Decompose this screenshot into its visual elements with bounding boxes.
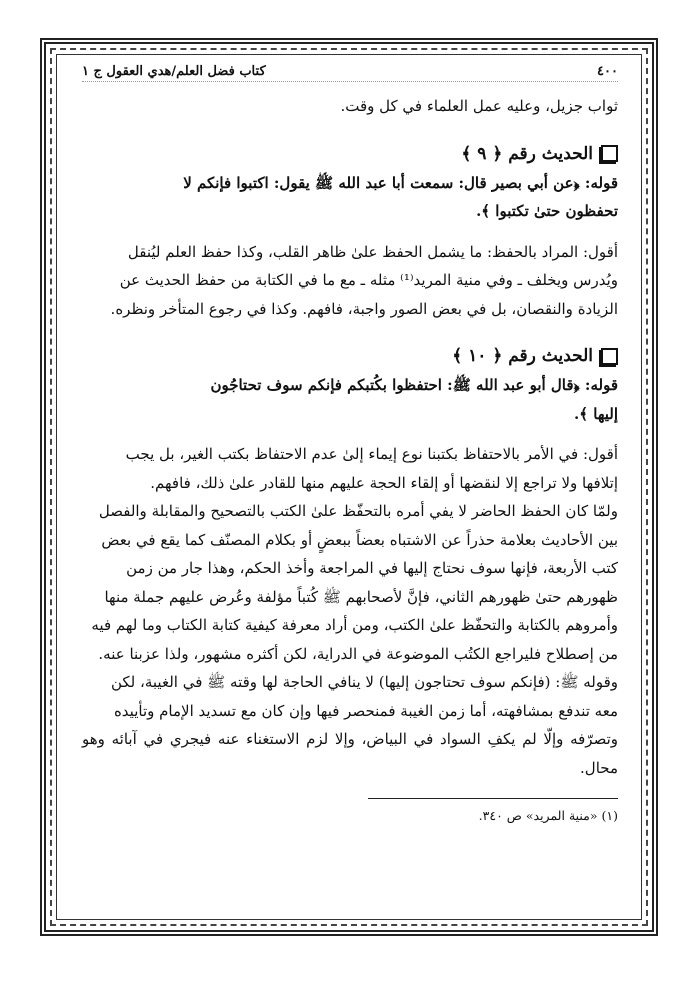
- checkbox-square-icon: [601, 145, 618, 162]
- hadith-10-line: ظهورهم حتىٰ ظهورهم الثاني، فإنَّ لأصحابهم ﷺ كُتباً مؤلفة وعُرض عليهم جملة منها: [104, 587, 618, 606]
- hadith-9-heading: [82, 139, 618, 169]
- hadith-10-line: معه تندفع بمشافهته، أما زمن الغيبة فمنحصر فيها وإن كان مع تسديد الإمام وتأييده: [113, 701, 618, 720]
- hadith-10-line: وقوله ﷺ: (فإنكم سوف تحتاجون إليها) لا ينافي الحاجة لها وقته ﷺ في الغيبة، لكن: [110, 673, 618, 691]
- hadith-10-heading: [82, 341, 618, 371]
- hadith-10-line: كتب الأربعة، فإنها سوف نحتاج إليها في المراجعة وأخذ الحكم، وهذا جار من زمن: [126, 559, 618, 577]
- hadith-9-comment-line-3: الزيادة والنقصان، بل في بعض الصور واجبة، فافهم. وكذا في رجوع المتأخر ونظره.: [110, 299, 618, 318]
- hadith-9-quote-line-2: تحفظون حتىٰ تكتبوا ﴾.: [476, 202, 618, 220]
- running-title: كتاب فضل العلم/هدي العقول ج ١: [82, 64, 266, 79]
- checkbox-square-icon: [601, 348, 618, 365]
- hadith-10-quote-line-1: قوله: ﴿قال أبو عبد الله ﷺ: احتفظوا بكُتبكم فإنكم سوف تحتاجُون: [210, 376, 618, 394]
- hadith-10-title: الحديث رقم ﴿ ١٠ ﴾: [452, 346, 593, 366]
- hadith-9-title: الحديث رقم ﴿ ٩ ﴾: [461, 143, 593, 164]
- hadith-10-quote-line-2: إليها ﴾.: [574, 404, 618, 423]
- intro-line: ثواب جزيل، وعليه عمل العلماء في كل وقت.: [340, 97, 618, 115]
- hadith-10-line: أقول: في الأمر بالاحتفاظ بكتبنا نوع إيماء إلىٰ عدم الاحتفاظ بكتب الغير، بل يجب: [125, 445, 618, 463]
- hadith-10-line: وأمروهم بالكتابة والتحفّظ علىٰ الكتب، ومن أراد معرفة كيفية كتابة الكتاب وما لهم فيه: [91, 616, 618, 634]
- hadith-10-line: إتلافها ولا تراجع إلا لنقضها أو إلقاء الحجة عليهم منها للقادر علىٰ ذلك، فافهم.: [150, 473, 618, 492]
- hadith-10-line: وتصرّفه وإلّا لم يكفِ السواد في البياض، وإلا لزم الاستغناء عنه فيجري في آبائه وهو محال.: [82, 730, 618, 777]
- hadith-9-quote-line-1: قوله: ﴿عن أبي بصير قال: سمعت أبا عبد الله ﷺ يقول: اكتبوا فإنكم لا: [183, 173, 618, 192]
- hadith-10-line: ولمّا كان الحفظ الحاضر لا يفي أمره بالتحفّظ علىٰ الكتب بالتصحيح والمقابلة والفصل: [98, 502, 618, 520]
- hadith-9-comment-line-1: أقول: المراد بالحفظ: ما يشمل الحفظ علىٰ ظاهر القلب، وكذا حفظ العلم ليُنقل: [127, 242, 618, 261]
- page-content: [82, 64, 618, 827]
- hadith-10-line: بين الأحاديث بعلامة حذراً عن الاشتباه بعضاً ببعضٍ أو بكلام المصنّف كما يقع في بعض: [101, 530, 618, 549]
- running-header: [82, 64, 618, 82]
- hadith-9-comment-line-2: ويُدرس ويخلف ـ وفي منية المريد⁽¹⁾ مثله ـ مع ما في الكتابة من حفظ الحديث عن: [119, 271, 618, 289]
- hadith-10-line: من إصطلاح فليراجع الكتُب الموضوعة في الدراية، لكن أكثره مشهور، ولذا عزبنا عنه.: [98, 644, 618, 663]
- footnote: (١) «منية المريد» ص ٣٤٠.: [478, 808, 618, 823]
- page-number: ٤٠٠: [597, 64, 618, 79]
